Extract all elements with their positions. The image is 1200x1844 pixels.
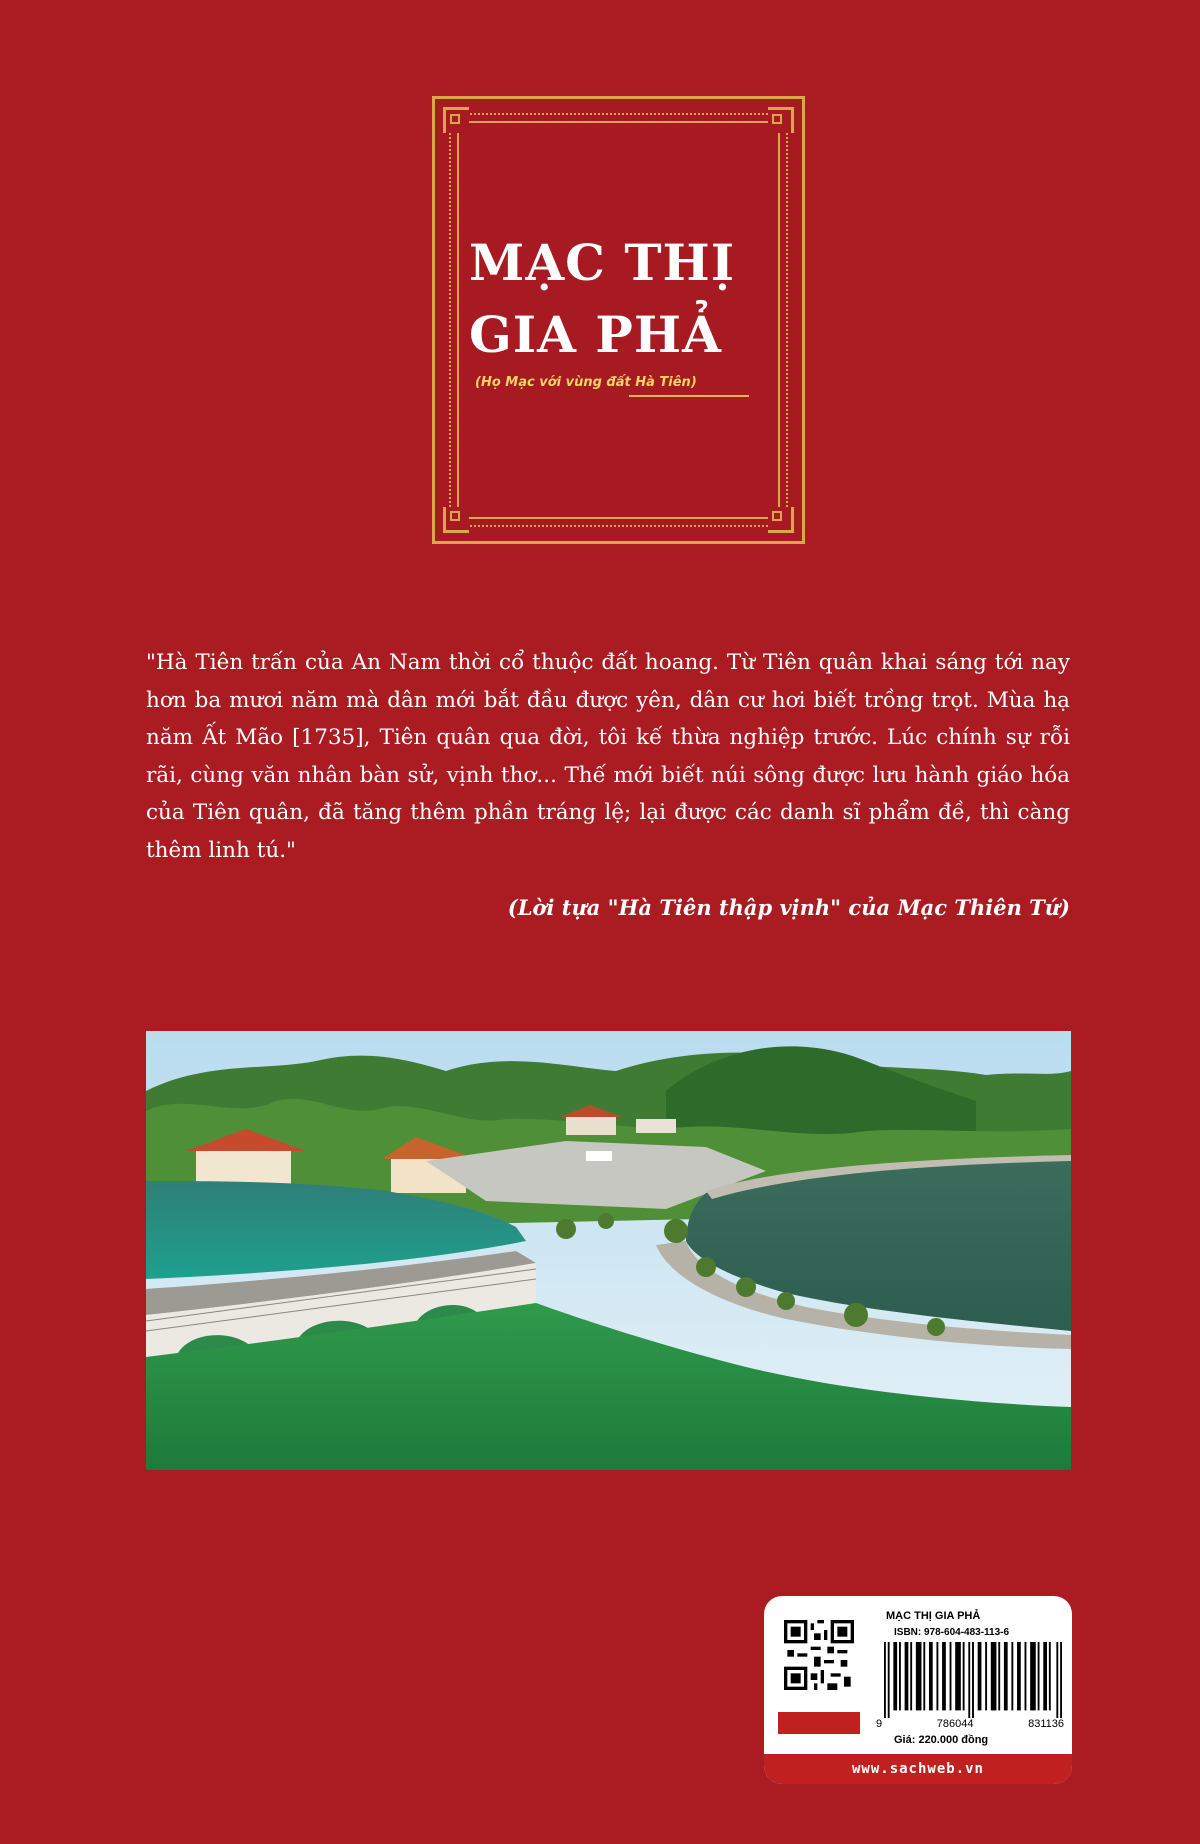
- website-footer: www.sachweb.vn: [764, 1754, 1072, 1784]
- book-subtitle: (Họ Mạc với vùng đất Hà Tiên): [475, 375, 697, 390]
- isbn-text: ISBN: 978-604-483-113-6: [894, 1627, 1010, 1638]
- barcode-card: [764, 1596, 1072, 1784]
- quote-text: "Hà Tiên trấn của An Nam thời cổ thuộc đất hoang. Từ Tiên quân khai sáng tới nay hơn ba mươi năm mà dân mới bắt đầu được yên, dân cư hơi biết trồng trọt. Mùa hạ năm Ất Mão [1735], Tiên quân qua đời, tôi kế thừa nghiệp trước. Lúc chính sự rỗi rãi, cùng văn nhân bàn sử, vịnh thơ... Thế mới biết núi sông được lưu hành giáo hóa của Tiên quân, đã tăng thêm phần tráng lệ; lại được các danh sĩ phẩm đề, thì càng thêm linh tú.": [146, 650, 1070, 863]
- card-book-title: MẠC THỊ GIA PHẢ: [886, 1610, 981, 1622]
- title-frame: [432, 96, 805, 544]
- frame-corner-ornament: [443, 507, 469, 533]
- barcode-digit-prefix: 9: [876, 1718, 883, 1730]
- frame-corner-ornament: [768, 107, 794, 133]
- barcode-digit-group-2: 831136: [1028, 1718, 1064, 1730]
- barcode-digits: [876, 1718, 1064, 1730]
- subtitle-underline: [629, 395, 749, 397]
- barcode-icon: [884, 1642, 1062, 1718]
- frame-corner-ornament: [768, 507, 794, 533]
- book-title: [469, 227, 768, 371]
- frame-corner-ornament: [443, 107, 469, 133]
- barcode-digit-group-1: 786044: [936, 1718, 974, 1730]
- quote-attribution: (Lời tựa "Hà Tiên thập vịnh" của Mạc Thiên Tứ): [507, 895, 1070, 920]
- book-title-line-2: GIA PHẢ: [469, 305, 722, 364]
- price-text: Giá: 220.000 đồng: [894, 1734, 989, 1746]
- landscape-illustration: [146, 1031, 1071, 1470]
- landscape-photo: [146, 1031, 1071, 1470]
- qr-label-bar: [778, 1712, 860, 1734]
- book-title-line-1: MẠC THỊ: [469, 233, 736, 292]
- qr-code-icon: [784, 1620, 854, 1690]
